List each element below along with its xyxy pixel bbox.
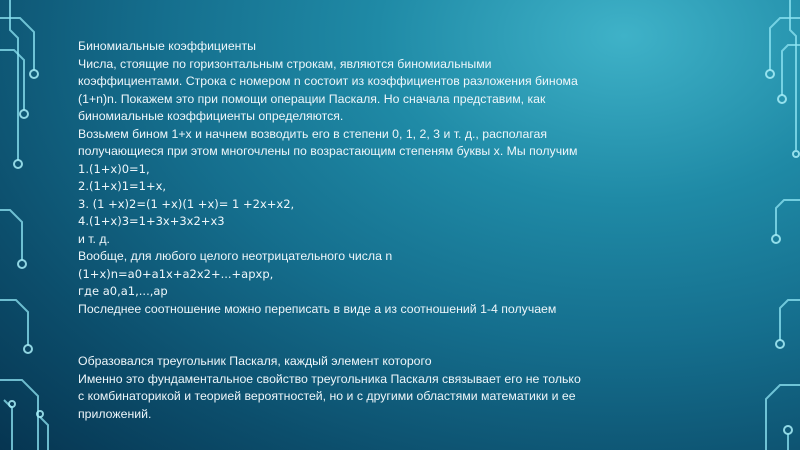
text-line: коэффициентами. Строка с номером n состоит из коэффициентов разложения бинома <box>78 74 578 88</box>
formula-line: (1+x)n=a0+a1x+a2x2+...+apxp, <box>78 266 274 281</box>
circuit-decoration-right <box>730 0 800 450</box>
text-line: Вообще, для любого целого неотрицательного числа n <box>78 249 393 263</box>
slide-title: Биномиальные коэффициенты <box>78 39 256 53</box>
formula-line: где a0,a1,...,ap <box>78 284 168 298</box>
text-line: Числа, стоящие по горизонтальным строкам, являются биномиальными <box>78 56 492 71</box>
text-line: с комбинаторикой и теорией вероятностей, но и с другими областями математики и ее <box>78 389 576 403</box>
formula-line: 4.(1+x)3=1+3x+3x2+x3 <box>78 214 225 228</box>
text-line: получающиеся при этом многочлены по возрастающим степеням буквы x. Мы получим <box>78 144 578 158</box>
text-line: биномиальные коэффициенты определяются. <box>78 109 344 123</box>
text-line: Последнее соотношение можно переписать в виде a из соотношений 1-4 получаем <box>78 301 557 316</box>
spacer <box>78 318 708 336</box>
formula-line: 2.(1+x)1=1+x, <box>78 179 167 193</box>
text-line: Образовался треугольник Паскаля, каждый элемент которого <box>78 354 432 368</box>
spacer <box>78 336 708 354</box>
circuit-decoration-left <box>0 0 70 450</box>
text-line: (1+n)n. Покажем это при помощи операции Паскаля. Но сначала представим, как <box>78 91 546 106</box>
text-line: Именно это фундаментальное свойство треугольника Паскаля связывает его не только <box>78 371 581 386</box>
text-line: и т. д. <box>78 231 110 246</box>
slide-text-body <box>78 38 708 423</box>
formula-line: 1.(1+x)0=1, <box>78 161 150 176</box>
text-line: Возьмем бином 1+x и начнем возводить его в степени 0, 1, 2, 3 и т. д., располагая <box>78 126 548 141</box>
text-line: приложений. <box>78 406 152 421</box>
formula-line: 3. (1 +x)2=(1 +x)(1 +x)= 1 +2x+x2, <box>78 196 295 211</box>
